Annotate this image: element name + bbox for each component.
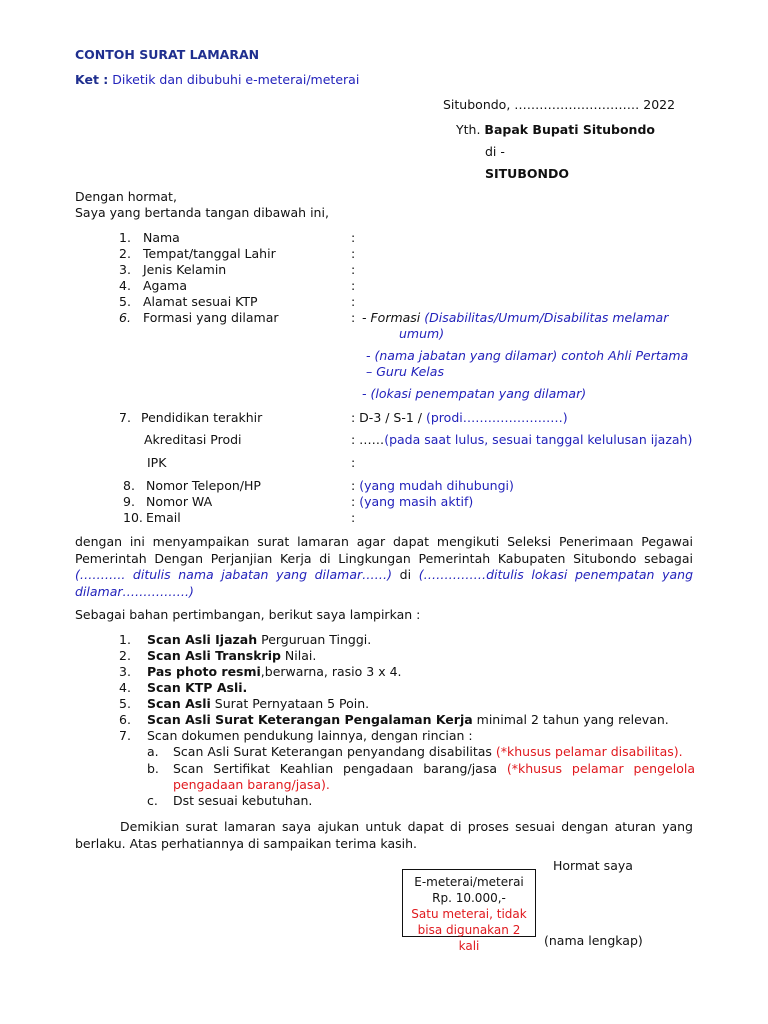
attachment-bold: Scan Asli Transkrip [147, 648, 281, 663]
field-num: 1. [119, 230, 131, 245]
field-sep: : [351, 262, 356, 277]
attachment-item [147, 664, 402, 679]
contact-hint: (yang masih aktif) [359, 494, 474, 509]
field-num: 2. [119, 246, 131, 261]
sub-note-cont: pengadaan barang/jasa). [173, 777, 330, 792]
contact-label-wa: Nomor WA [146, 494, 213, 509]
attachment-bold: Scan KTP Asli. [147, 680, 248, 695]
formasi-jabatan: - (nama jabatan yang dilamar) contoh Ahli Pertama [366, 348, 689, 363]
attachment-rest: minimal 2 tahun yang relevan. [472, 712, 669, 727]
intro: Saya yang bertanda tangan dibawah ini, [75, 205, 329, 220]
attachment-num: 6. [119, 712, 131, 727]
formasi-prefix: - Formasi [362, 310, 421, 325]
sub-text: Scan Asli Surat Keterangan penyandang disabilitas [173, 744, 492, 759]
recipient-name: Bapak Bupati Situbondo [484, 122, 655, 137]
contact-sep: : [351, 510, 356, 525]
formasi-type-cont: umum) [399, 326, 445, 341]
ipk-sep: : [351, 455, 356, 470]
stamp-type: E-meterai/meterai [414, 875, 524, 889]
closing-paragraph: Demikian surat lamaran saya ajukan untuk dapat di proses sesuai dengan aturan yang berlaku. Atas perhatiannya di sampaikan terima kasih. [75, 819, 693, 851]
field-label-formasi: Formasi yang dilamar [143, 310, 279, 325]
attachment-num: 1. [119, 632, 131, 647]
sub-text: Dst sesuai kebutuhan. [173, 793, 313, 808]
akreditasi-label: Akreditasi Prodi [144, 432, 242, 447]
education-value [351, 410, 568, 425]
attachment-item [147, 632, 371, 647]
body-lokasi: (……………ditulis lokasi penempatan yang dilamar…………….) [75, 567, 693, 599]
field-sep: : [351, 246, 356, 261]
education-prodi: (prodi……………………) [426, 410, 568, 425]
attachments-intro: Sebagai bahan pertimbangan, berikut saya lampirkan : [75, 607, 421, 622]
attachment-rest: Scan dokumen pendukung lainnya, dengan rincian : [147, 728, 473, 743]
field-num: 4. [119, 278, 131, 293]
attachment-bold: Pas photo resmi [147, 664, 261, 679]
contact-label-email: Email [146, 510, 181, 525]
attachment-rest: ,berwarna, rasio 3 x 4. [260, 664, 402, 679]
education-num: 7. [119, 410, 131, 425]
sub-letter: a. [147, 744, 159, 759]
signature-name: (nama lengkap) [544, 933, 643, 948]
stamp-box [402, 869, 536, 953]
field-num: 3. [119, 262, 131, 277]
education-value-prefix: : D-3 / S-1 / [351, 410, 423, 425]
attachment-bold: Scan Asli Surat Keterangan Pengalaman Kerja [147, 712, 473, 727]
field-sep: : [351, 310, 356, 325]
attachment-item [147, 728, 473, 743]
ket-text: Diketik dan dibubuhi e-meterai/meterai [112, 72, 360, 87]
attachment-num: 7. [119, 728, 131, 743]
attachment-item [147, 712, 669, 727]
formasi-jabatan-cont: – Guru Kelas [366, 364, 444, 379]
contact-sep: : [351, 478, 356, 493]
place-date: Situbondo, ………………………… 2022 [443, 97, 676, 112]
attachment-rest: Nilai. [280, 648, 317, 663]
formasi-lokasi: - (lokasi penempatan yang dilamar) [362, 386, 587, 401]
sub-letter: b. [147, 761, 159, 776]
contact-hint: (yang mudah dihubungi) [359, 478, 514, 493]
field-sep: : [351, 230, 356, 245]
ipk-label: IPK [147, 455, 167, 470]
formasi-type: (Disabilitas/Umum/Disabilitas melamar [424, 310, 669, 325]
recipient-city: SITUBONDO [485, 166, 569, 181]
stamp-value: Rp. 10.000,- [432, 891, 506, 905]
contact-num: 8. [123, 478, 135, 493]
sub-note: (*khusus pelamar pengelola [506, 761, 695, 776]
document-title: CONTOH SURAT LAMARAN [75, 47, 260, 62]
akreditasi-hint: (pada saat lulus, sesuai tanggal kelulusan ijazah) [384, 432, 693, 447]
contact-value-phone [351, 478, 514, 493]
attachment-rest: Surat Pernyataan 5 Poin. [210, 696, 370, 711]
sub-item [173, 793, 312, 808]
attachment-item [147, 680, 247, 695]
sub-note: (*khusus pelamar disabilitas). [495, 744, 683, 759]
field-label-agama: Agama [143, 278, 187, 293]
field-label-ttl: Tempat/tanggal Lahir [143, 246, 276, 261]
akreditasi-value [351, 432, 692, 447]
yth-label: Yth. [456, 122, 481, 137]
di-label: di - [485, 144, 505, 159]
attachment-num: 5. [119, 696, 131, 711]
body-text: dengan ini menyampaikan surat lamaran agar dapat mengikuti Seleksi Penerimaan Pegawai Pemerintah Dengan Perjanjian Kerja di Lingkungan Pemerintah Kabupaten Situbondo sebagai [75, 534, 693, 566]
attachment-num: 2. [119, 648, 131, 663]
recipient-line [456, 122, 655, 137]
body-di: di [399, 567, 412, 582]
field-num: 6. [119, 310, 131, 325]
body-paragraph [75, 534, 693, 600]
greeting: Dengan hormat, [75, 189, 177, 204]
field-num: 5. [119, 294, 131, 309]
contact-sep: : [351, 494, 356, 509]
body-jabatan: (……….. ditulis nama jabatan yang dilamar……) [75, 567, 393, 582]
education-label: Pendidikan terakhir [141, 410, 263, 425]
ket-label: Ket : [75, 72, 109, 87]
stamp-warning: Satu meterai, tidak bisa digunakan 2 kali [411, 907, 527, 953]
attachment-rest: Perguruan Tinggi. [257, 632, 372, 647]
sub-letter: c. [147, 793, 158, 808]
field-sep: : [351, 294, 356, 309]
contact-value-wa [351, 494, 473, 509]
sub-text: Scan Sertifikat Keahlian pengadaan barang/jasa [173, 761, 497, 776]
field-label-gender: Jenis Kelamin [143, 262, 227, 277]
field-label-alamat: Alamat sesuai KTP [143, 294, 258, 309]
sub-item [173, 761, 695, 776]
contact-num: 9. [123, 494, 135, 509]
attachment-bold: Scan Asli [147, 696, 211, 711]
attachment-item [147, 696, 369, 711]
formasi-line [362, 310, 668, 325]
attachment-num: 4. [119, 680, 131, 695]
attachment-num: 3. [119, 664, 131, 679]
attachment-item [147, 648, 316, 663]
akreditasi-prefix: : …… [351, 432, 385, 447]
contact-label-phone: Nomor Telepon/HP [146, 478, 261, 493]
contact-num: 10. [123, 510, 143, 525]
attachment-bold: Scan Asli Ijazah [147, 632, 258, 647]
signature-hormat: Hormat saya [553, 858, 633, 873]
field-sep: : [351, 278, 356, 293]
field-label-nama: Nama [143, 230, 180, 245]
ket-line [75, 72, 359, 87]
sub-item [173, 744, 683, 759]
